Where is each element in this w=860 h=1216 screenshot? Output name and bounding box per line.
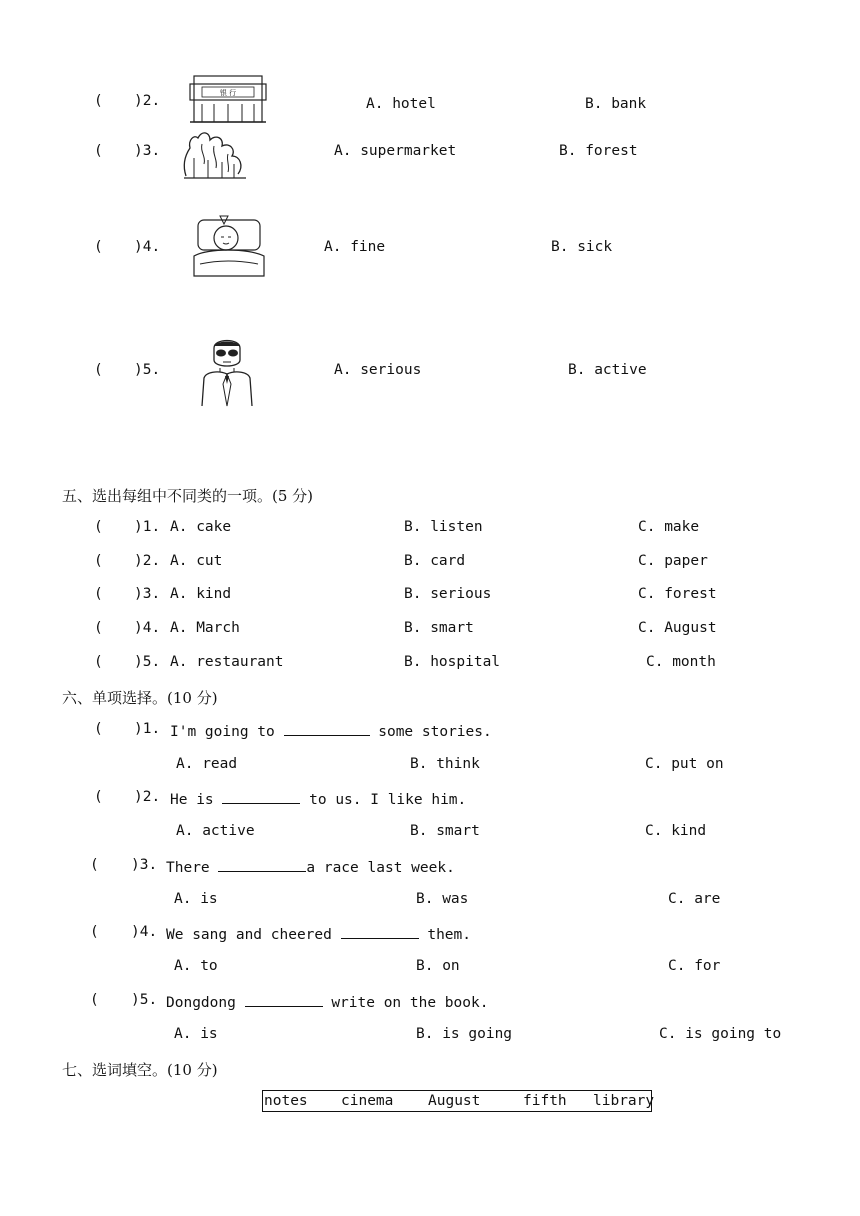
option-b: B. bank — [585, 96, 647, 112]
question-before-blank: There — [166, 860, 210, 876]
sick-child-in-bed-icon — [188, 212, 268, 282]
option-a: A. cut — [170, 553, 223, 569]
item-number: )3. — [131, 857, 158, 873]
option-a: A. to — [174, 958, 218, 974]
option-b: B. was — [416, 891, 469, 907]
option-b: B. serious — [404, 586, 492, 602]
option-a: A. is — [174, 1026, 218, 1042]
question-after-blank: to us. I like him. — [309, 792, 467, 808]
bank-building-icon — [188, 74, 268, 124]
option-c: C. paper — [638, 553, 708, 569]
question-text — [166, 857, 455, 876]
answer-paren: ( — [94, 654, 103, 670]
option-a: A. read — [176, 756, 238, 772]
answer-paren: ( — [90, 857, 99, 873]
option-b: B. card — [404, 553, 466, 569]
section6-title: 六、单项选择。(10 分) — [62, 689, 218, 707]
word-bank-item: library — [593, 1093, 655, 1109]
answer-paren: ( — [94, 620, 103, 636]
section7-title: 七、选词填空。(10 分) — [62, 1061, 218, 1079]
word-bank-item: fifth — [523, 1093, 567, 1109]
option-b: B. listen — [404, 519, 483, 535]
answer-blank[interactable] — [218, 857, 306, 872]
question-before-blank: He is — [170, 792, 214, 808]
option-b: B. is going — [416, 1026, 513, 1042]
question-text — [170, 721, 492, 740]
item-number: )4. — [134, 239, 161, 255]
question-after-blank: a race last week. — [306, 860, 455, 876]
option-b: B. smart — [410, 823, 480, 839]
option-c: C. August — [638, 620, 717, 636]
option-a: A. is — [174, 891, 218, 907]
word-bank-item: notes — [264, 1093, 308, 1109]
item-number: )4. — [134, 620, 161, 636]
option-c: C. is going to — [659, 1026, 782, 1042]
answer-paren: ( — [94, 519, 103, 535]
option-a: A. active — [176, 823, 255, 839]
option-a: A. hotel — [366, 96, 436, 112]
question-after-blank: write on the book. — [331, 995, 489, 1011]
answer-paren: ( — [94, 143, 103, 159]
item-number: )1. — [134, 519, 161, 535]
answer-blank[interactable] — [341, 924, 419, 939]
option-b: B. forest — [559, 143, 638, 159]
item-number: )3. — [134, 586, 161, 602]
option-b: B. smart — [404, 620, 474, 636]
bank-sign-text: 银 行 — [219, 89, 237, 97]
question-text — [166, 924, 471, 943]
option-a: A. supermarket — [334, 143, 457, 159]
item-number: )2. — [134, 789, 161, 805]
word-bank-item: August — [428, 1093, 481, 1109]
item-number: )1. — [134, 721, 161, 737]
word-bank-box — [262, 1090, 655, 1112]
section5-title: 五、选出每组中不同类的一项。(5 分) — [62, 487, 314, 505]
answer-paren: ( — [94, 239, 103, 255]
item-number: )4. — [131, 924, 158, 940]
question-after-blank: some stories. — [378, 724, 492, 740]
question-after-blank: them. — [427, 927, 471, 943]
answer-blank[interactable] — [222, 789, 300, 804]
answer-blank[interactable] — [245, 992, 323, 1007]
question-before-blank: We sang and cheered — [166, 927, 332, 943]
option-c: C. month — [646, 654, 716, 670]
answer-paren: ( — [94, 721, 103, 737]
question-before-blank: I'm going to — [170, 724, 275, 740]
option-c: C. are — [668, 891, 721, 907]
item-number: )2. — [134, 93, 161, 109]
answer-paren: ( — [94, 362, 103, 378]
word-bank-item: cinema — [341, 1093, 394, 1109]
item-number: )5. — [134, 654, 161, 670]
answer-paren: ( — [94, 586, 103, 602]
serious-man-with-glasses-icon — [196, 334, 258, 408]
answer-paren: ( — [94, 93, 103, 109]
option-c: C. for — [668, 958, 721, 974]
forest-trees-icon — [180, 124, 252, 180]
option-a: A. March — [170, 620, 240, 636]
option-a: A. serious — [334, 362, 422, 378]
answer-paren: ( — [90, 924, 99, 940]
option-c: C. forest — [638, 586, 717, 602]
option-b: B. on — [416, 958, 460, 974]
option-b: B. think — [410, 756, 480, 772]
option-c: C. make — [638, 519, 700, 535]
item-number: )2. — [134, 553, 161, 569]
option-c: C. kind — [645, 823, 707, 839]
option-b: B. sick — [551, 239, 613, 255]
answer-paren: ( — [94, 789, 103, 805]
question-before-blank: Dongdong — [166, 995, 236, 1011]
answer-paren: ( — [90, 992, 99, 1008]
item-number: )5. — [134, 362, 161, 378]
question-text — [170, 789, 466, 808]
option-a: A. cake — [170, 519, 232, 535]
answer-blank[interactable] — [284, 721, 370, 736]
question-text — [166, 992, 488, 1011]
option-a: A. fine — [324, 239, 386, 255]
option-a: A. restaurant — [170, 654, 284, 670]
item-number: )5. — [131, 992, 158, 1008]
option-a: A. kind — [170, 586, 232, 602]
option-b: B. active — [568, 362, 647, 378]
answer-paren: ( — [94, 553, 103, 569]
option-b: B. hospital — [404, 654, 501, 670]
item-number: )3. — [134, 143, 161, 159]
option-c: C. put on — [645, 756, 724, 772]
